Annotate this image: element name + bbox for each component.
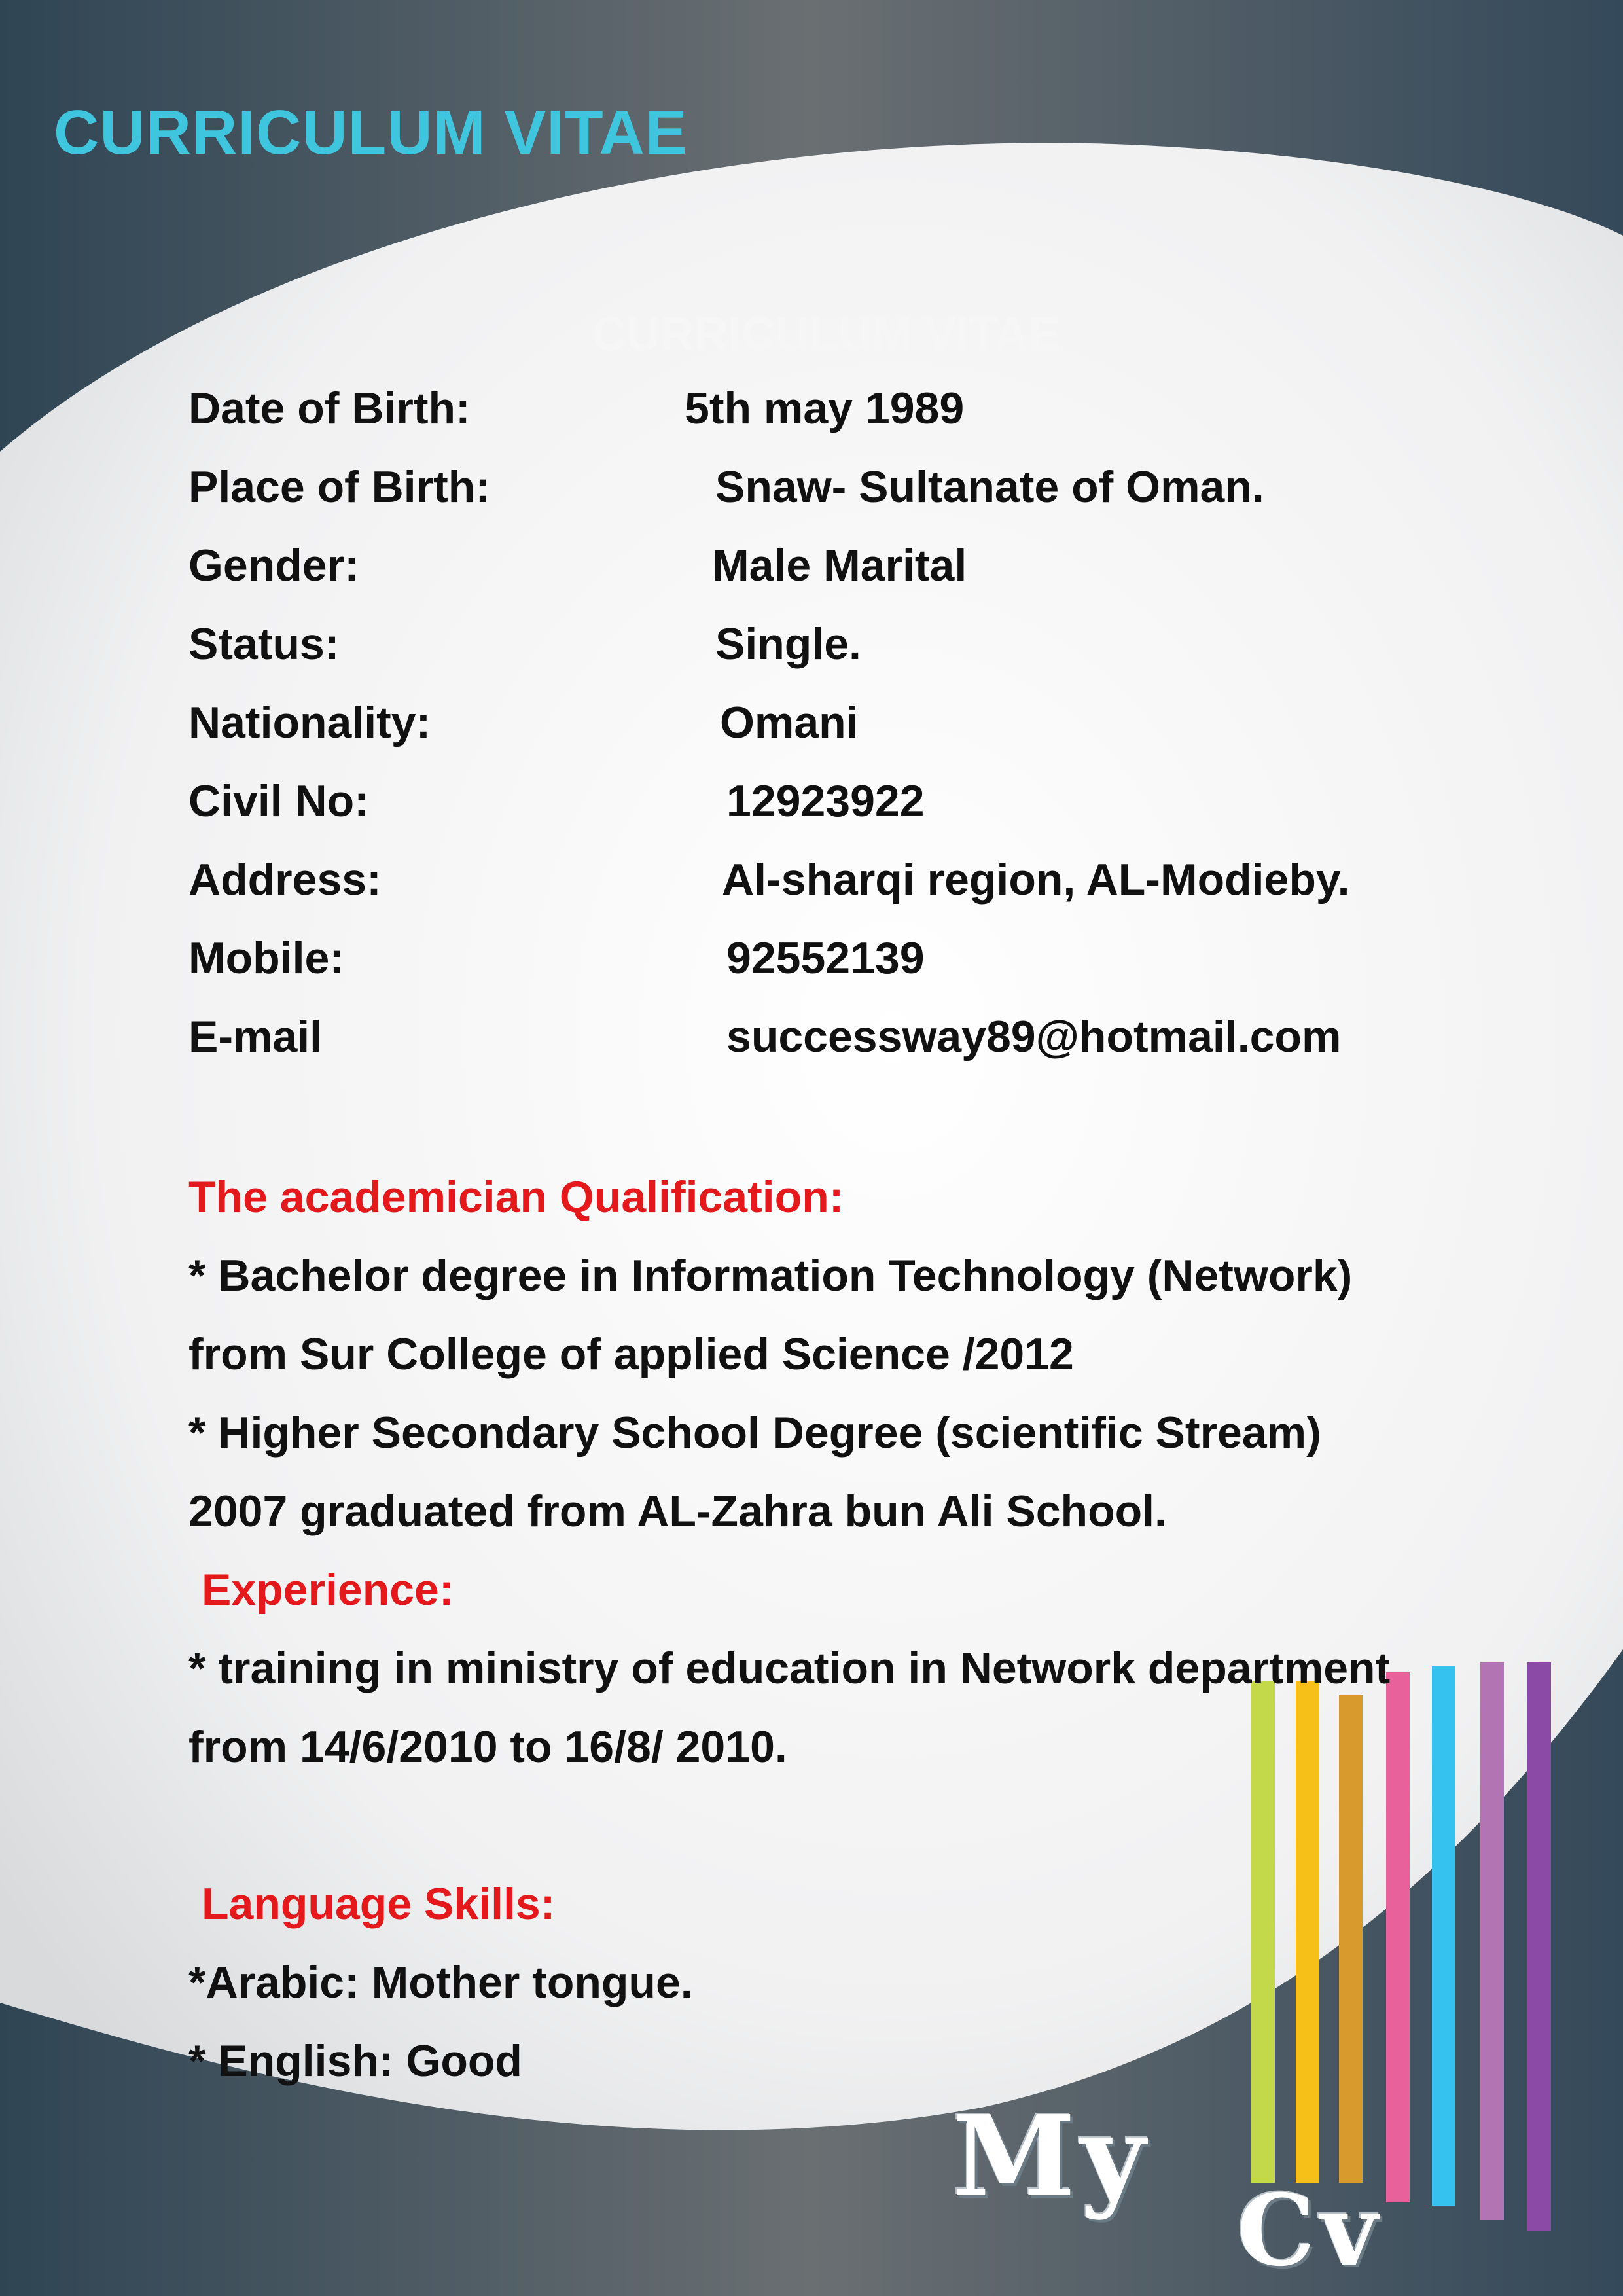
info-label: E-mail [188,1012,323,1062]
info-value: Al-sharqi region, AL-Modieby. [722,855,1350,905]
color-bar [1480,1662,1504,2220]
page-title: CURRICULUM VITAE [54,98,688,168]
color-bar [1251,1681,1275,2183]
info-value: successway89@hotmail.com [726,1012,1342,1062]
info-row [188,383,1465,448]
experience-heading: Experience: [202,1565,454,1615]
info-value: Single. [715,619,861,669]
info-row [188,619,1465,684]
info-value: 5th may 1989 [685,384,965,433]
info-value: Male Marital [712,541,967,590]
info-row [188,1011,1465,1077]
info-label: Mobile: [188,933,344,983]
info-label: Civil No: [188,776,369,826]
info-value: 92552139 [726,933,925,983]
color-bar [1527,1662,1551,2231]
info-label: Address: [188,855,382,905]
qualification-line: 2007 graduated from AL-Zahra bun Ali School. [188,1486,1167,1536]
experience-line: * training in ministry of education in Network department [188,1643,1391,1693]
language-line: *Arabic: Mother tongue. [188,1958,693,2007]
language-line: * English: Good [188,2036,522,2086]
info-label: Nationality: [188,698,431,747]
info-label: Place of Birth: [188,462,490,512]
qualification-line: from Sur College of applied Science /2012 [188,1329,1074,1379]
info-row [188,933,1465,998]
color-bar [1386,1672,1410,2202]
info-value: 12923922 [726,776,925,826]
color-bar [1339,1695,1363,2183]
qualification-heading: The academician Qualification: [188,1172,844,1222]
info-row [188,776,1465,841]
qualification-line: * Bachelor degree in Information Technology (Network) [188,1251,1353,1300]
info-row [188,540,1465,605]
logo-my: My [952,2091,1150,2222]
info-value: Snaw- Sultanate of Oman. [715,462,1264,512]
info-value: Omani [720,698,859,747]
faint-watermark-title: CURRICULUM VITAE [592,308,1060,361]
info-label: Status: [188,619,340,669]
color-bar [1432,1666,1455,2206]
qualification-line: * Higher Secondary School Degree (scientific Stream) [188,1408,1321,1458]
experience-line: from 14/6/2010 to 16/8/ 2010. [188,1722,787,1772]
languages-heading: Language Skills: [202,1879,556,1929]
info-row [188,697,1465,762]
info-row [188,461,1465,527]
info-label: Date of Birth: [188,384,471,433]
info-label: Gender: [188,541,359,590]
logo-cv: Cv [1237,2173,1383,2288]
info-row [188,854,1465,920]
color-bar [1296,1681,1319,2183]
